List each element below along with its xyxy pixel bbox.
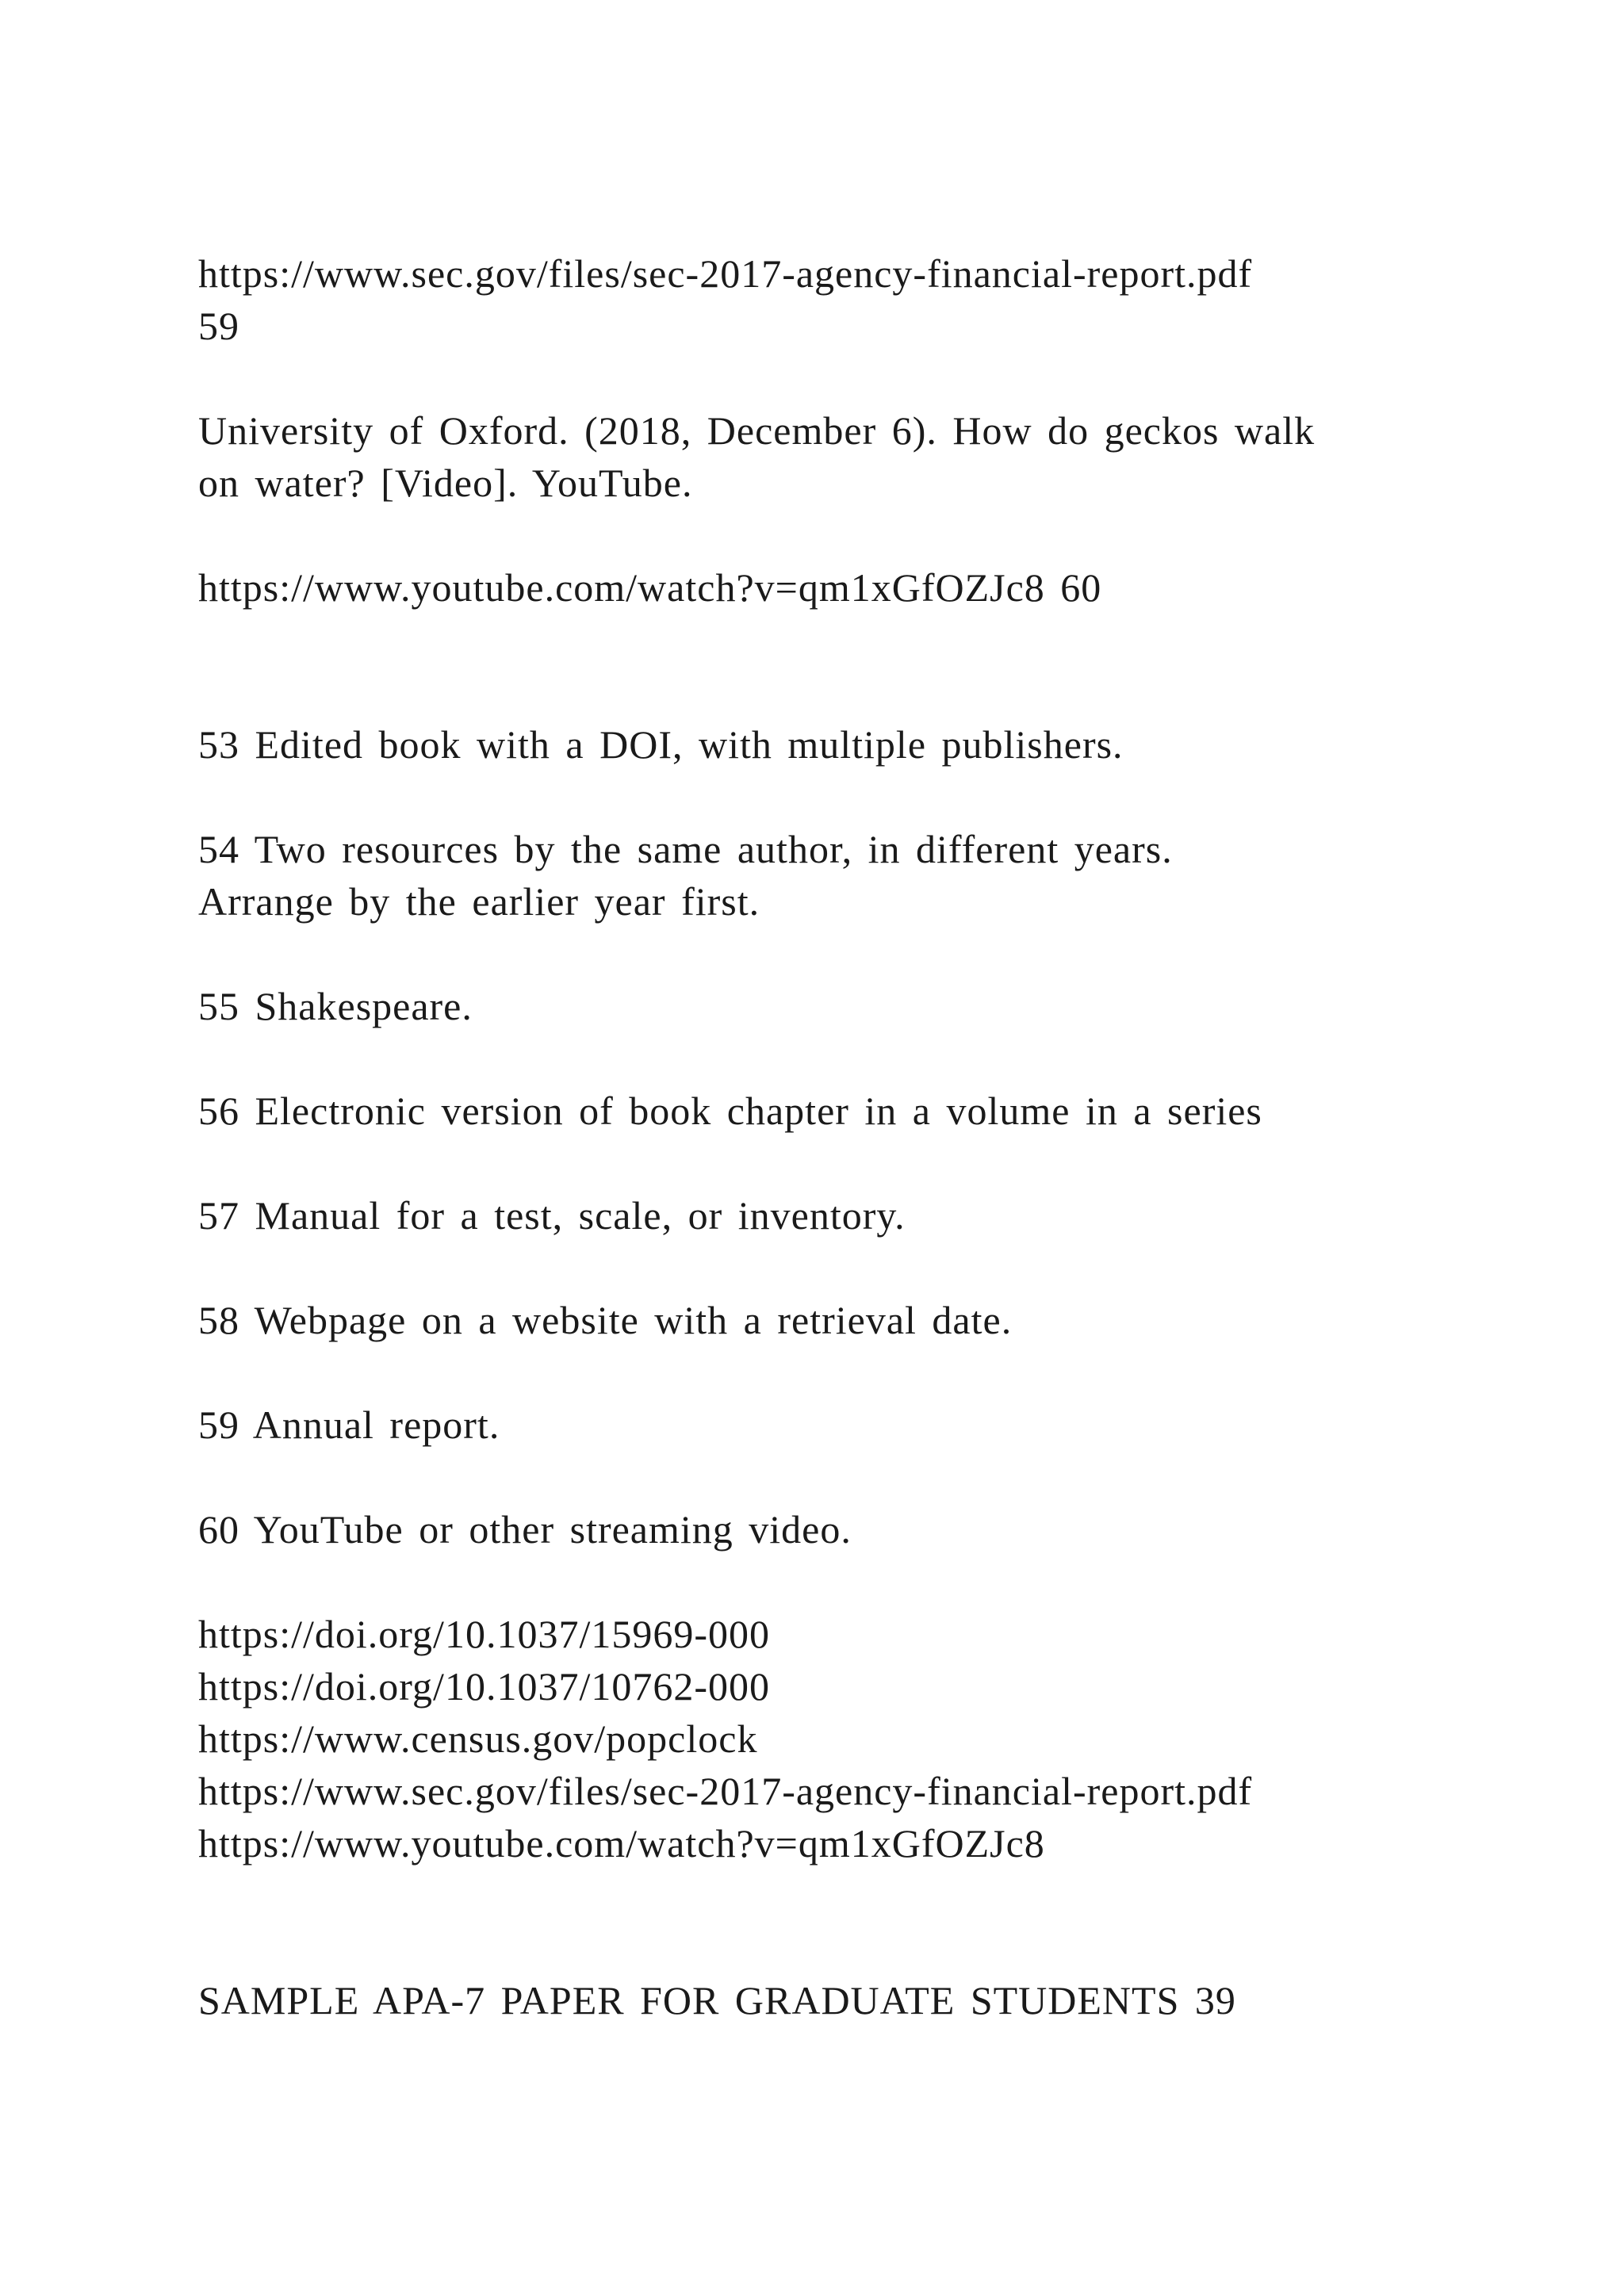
youtube-url-with-ref: https://www.youtube.com/watch?v=qm1xGfOZJc8 60	[198, 565, 1102, 610]
footnote-57: 57 Manual for a test, scale, or inventory.	[198, 1193, 906, 1238]
oxford-reference-line-1: University of Oxford. (2018, December 6). How do geckos walk	[198, 408, 1316, 453]
footnote-54-line-2: Arrange by the earlier year first.	[198, 879, 760, 924]
link-youtube-video: https://www.youtube.com/watch?v=qm1xGfOZJc8	[198, 1821, 1045, 1866]
footnote-55: 55 Shakespeare.	[198, 984, 473, 1028]
running-head: SAMPLE APA-7 PAPER FOR GRADUATE STUDENTS 39	[198, 1978, 1236, 2022]
link-doi-15969: https://doi.org/10.1037/15969-000	[198, 1612, 770, 1656]
footnote-54-line-1: 54 Two resources by the same author, in different years.	[198, 827, 1173, 871]
footnote-60: 60 YouTube or other streaming video.	[198, 1507, 852, 1552]
link-sec-report: https://www.sec.gov/files/sec-2017-agency-financial-report.pdf	[198, 1769, 1253, 1813]
sec-report-url: https://www.sec.gov/files/sec-2017-agency-financial-report.pdf	[198, 251, 1253, 296]
sec-footnote-ref: 59	[198, 304, 239, 348]
link-census-popclock: https://www.census.gov/popclock	[198, 1716, 758, 1761]
oxford-reference-line-2: on water? [Video]. YouTube.	[198, 461, 693, 505]
footnote-58: 58 Webpage on a website with a retrieval date.	[198, 1298, 1013, 1342]
footnote-53: 53 Edited book with a DOI, with multiple publishers.	[198, 722, 1124, 767]
link-doi-10762: https://doi.org/10.1037/10762-000	[198, 1664, 770, 1709]
footnote-59: 59 Annual report.	[198, 1402, 500, 1447]
footnote-56: 56 Electronic version of book chapter in a volume in a series	[198, 1089, 1262, 1133]
